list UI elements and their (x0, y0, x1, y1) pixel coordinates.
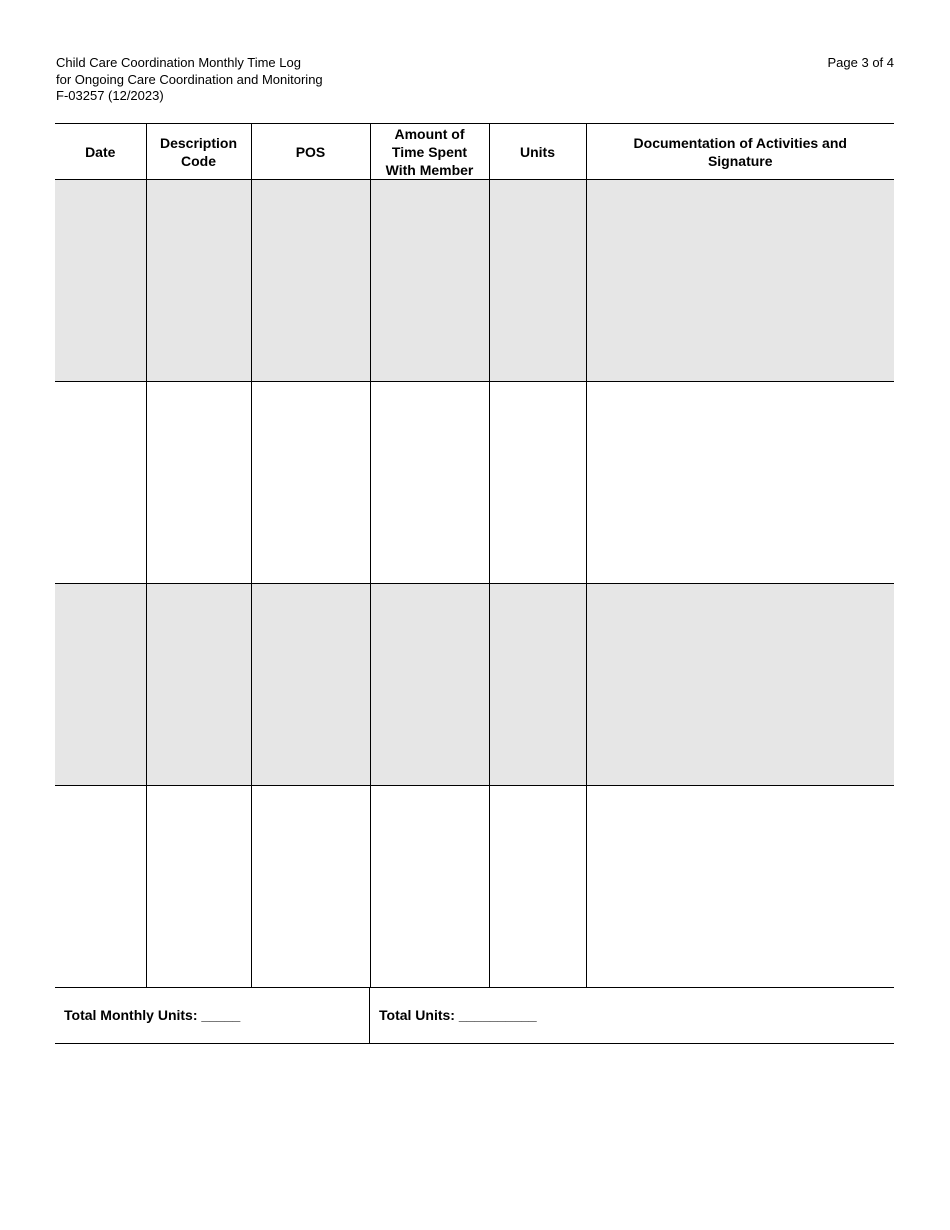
form-title-line-2: for Ongoing Care Coordination and Monitoring (56, 71, 323, 87)
time-log-table (55, 123, 894, 988)
amount-of-time-cell[interactable] (370, 180, 489, 382)
description-code-cell[interactable] (146, 584, 251, 786)
description-code-cell[interactable] (146, 382, 251, 584)
description-code-header-line-2: Code (181, 152, 216, 169)
date-cell[interactable] (55, 382, 146, 584)
total-monthly-units-label: Total Monthly Units: _____ (64, 1007, 241, 1023)
table-row (55, 584, 894, 786)
table-row (55, 786, 894, 988)
table-row (55, 180, 894, 382)
amount-header-line-3: With Member (385, 161, 474, 178)
column-header-amount-of-time (370, 124, 489, 180)
description-code-cell[interactable] (146, 786, 251, 988)
date-cell[interactable] (55, 786, 146, 988)
total-units-field[interactable] (370, 987, 894, 1043)
amount-of-time-cell[interactable] (370, 382, 489, 584)
table-row (55, 382, 894, 584)
pos-cell[interactable] (251, 382, 370, 584)
total-monthly-units-field[interactable] (55, 987, 370, 1043)
form-header (56, 55, 323, 105)
documentation-cell[interactable] (586, 180, 894, 382)
documentation-header-line-1: Documentation of Activities and (633, 134, 847, 151)
units-cell[interactable] (489, 584, 586, 786)
column-header-description-code (146, 124, 251, 180)
units-cell[interactable] (489, 180, 586, 382)
amount-header-line-2: Time Spent (391, 143, 468, 160)
units-cell[interactable] (489, 786, 586, 988)
column-header-pos (251, 124, 370, 180)
documentation-cell[interactable] (586, 382, 894, 584)
total-units-label: Total Units: __________ (379, 1007, 537, 1023)
pos-cell[interactable] (251, 786, 370, 988)
pos-cell[interactable] (251, 584, 370, 786)
column-header-units (489, 124, 586, 180)
form-number: F-03257 (12/2023) (56, 88, 164, 103)
table-header-row (55, 124, 894, 180)
documentation-cell[interactable] (586, 786, 894, 988)
pos-header-text: POS (295, 143, 326, 160)
units-header-text: Units (520, 143, 555, 160)
date-header-text: Date (85, 143, 116, 160)
amount-of-time-cell[interactable] (370, 786, 489, 988)
pos-cell[interactable] (251, 180, 370, 382)
date-cell[interactable] (55, 180, 146, 382)
documentation-header-line-2: Signature (707, 152, 773, 169)
form-title-line-1: Child Care Coordination Monthly Time Log (56, 55, 301, 70)
amount-header-line-1: Amount of (394, 125, 465, 142)
totals-section (55, 987, 894, 1044)
page-number: Page 3 of 4 (827, 55, 894, 70)
description-code-cell[interactable] (146, 180, 251, 382)
column-header-date (55, 124, 146, 180)
documentation-cell[interactable] (586, 584, 894, 786)
column-header-documentation (586, 124, 894, 180)
description-code-header-line-1: Description (159, 134, 237, 151)
units-cell[interactable] (489, 382, 586, 584)
amount-of-time-cell[interactable] (370, 584, 489, 786)
date-cell[interactable] (55, 584, 146, 786)
